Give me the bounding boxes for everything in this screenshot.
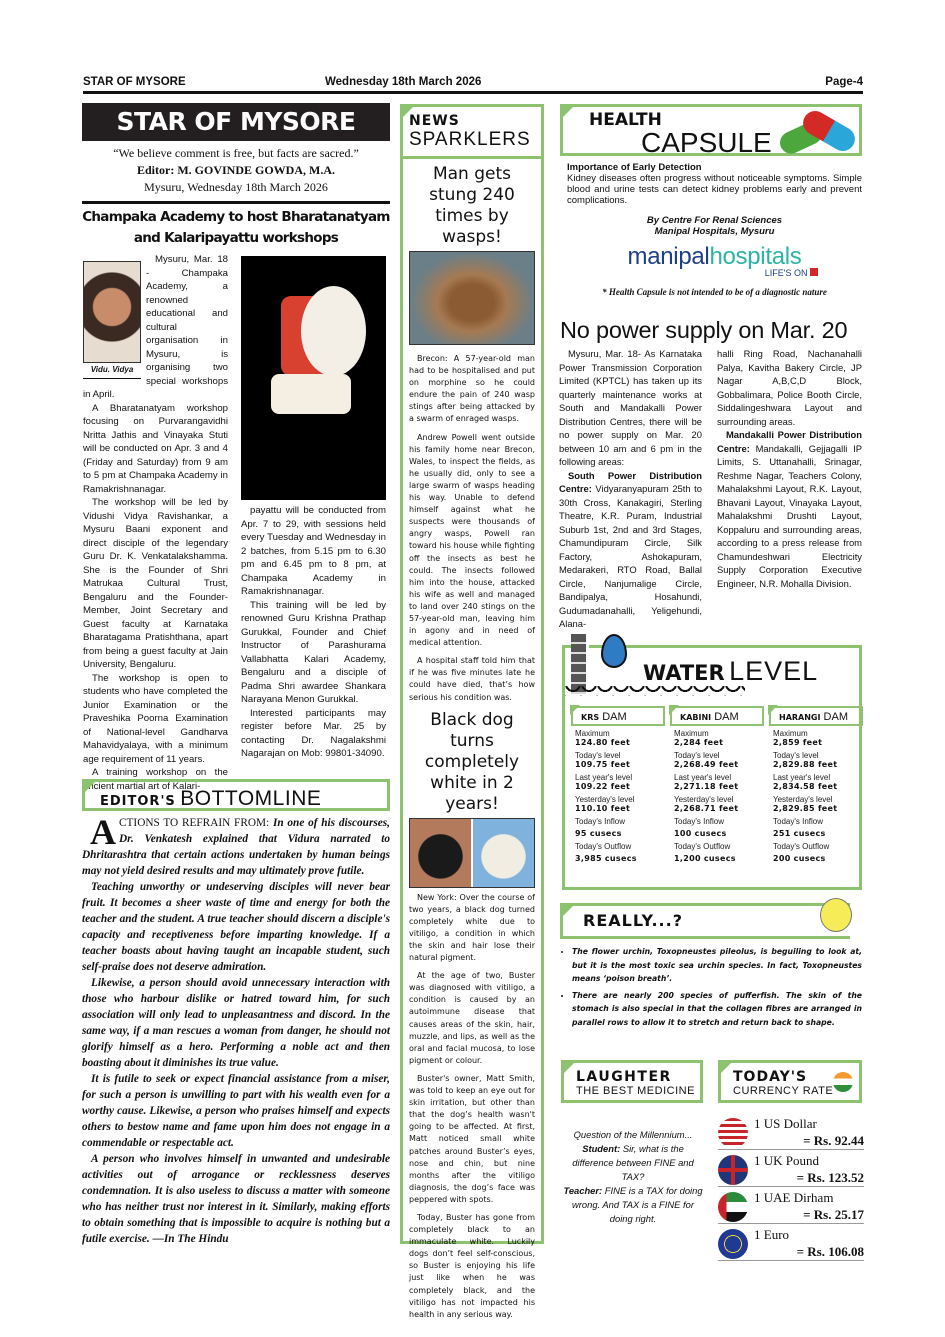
- wasp-nest-photo: [409, 251, 535, 345]
- paragraph: The workshop will be led by Vidushi Vidya Ravishankar, a Mysuru Baani exponent and direct disciple of the legendary Guru Dr. K. Venkatalakshamma. She is the Founder of Shri Matrukaa Cultural Trust, Bengaluru and the Founder-Member, Joint Secretary and Guest faculty at Karnataka Bharatagama Pratishthana, apart from being a guest faculty at Jain University, Bengaluru.: [83, 497, 228, 670]
- paragraph: Buster's owner, Matt Smith, was told to keep an eye out for skin irritation, but other than that the dog’s health wasn't going to be affected. At first, Matt noticed small white patches around Buster’s eyes, nose and chin, but nine months after the vitiligo diagnosis, the dog’s face was peppered with spots.: [409, 1073, 535, 1204]
- health-content: [567, 162, 862, 297]
- currency-row: [718, 1153, 864, 1187]
- plus-icon: [810, 268, 818, 276]
- uk-flag-icon: [718, 1155, 748, 1185]
- paragraph: Mysuru, Mar. 18 - Champaka Academy, a renowned educational and cultural organisation in Mysuru, is organising two special workshops in April.: [83, 254, 228, 400]
- dam-header: [571, 706, 665, 726]
- dam-stat-label: Today's level: [773, 751, 819, 760]
- dropcap: A: [90, 812, 116, 852]
- dog-photos: [409, 818, 535, 888]
- currency-unit: 1 US Dollar: [754, 1116, 817, 1131]
- dam-stat-label: Last year's level: [575, 773, 633, 782]
- dam-stat-label: Today's Inflow: [575, 817, 625, 826]
- dam-stat-value: 2,271.18 feet: [674, 782, 739, 791]
- really-title: REALLY...?: [583, 911, 683, 930]
- portrait-image: [83, 261, 141, 363]
- dam-stat-label: Today's Inflow: [674, 817, 724, 826]
- joke-student: Student: Sir, what is the difference between FINE and TAX?: [572, 1143, 694, 1182]
- dam-stat-value: 2,859 feet: [773, 738, 823, 747]
- dam-stat-value: 109.75 feet: [575, 760, 631, 769]
- health-subhead: Importance of Early Detection: [567, 162, 702, 173]
- joke-teacher: Teacher: FINE is a TAX for doing wrong. And TAX is a FINE for doing right.: [563, 1185, 703, 1224]
- article-column-1: [83, 253, 228, 793]
- dam-stat-value: 110.10 feet: [575, 804, 631, 813]
- dam-stat-value: 251 cusecs: [773, 829, 826, 838]
- dam-name: KABINI: [680, 713, 712, 722]
- paragraph: The workshop is open to students who have completed the Junior Examination or the Praveshika Poorna Examination of National-level Gandharva Mahavidyalaya, with a minimum age requirement of 11 years.: [83, 672, 228, 765]
- currency-value: = Rs. 106.08: [796, 1244, 864, 1259]
- dam-stat-label: Maximum: [575, 729, 610, 738]
- paragraph: Brecon: A 57-year-old man had to be hospitalised and put on morphine so he could endure the pain of 240 wasp stings after being attacked by a swarm of enraged wasps.: [409, 354, 535, 424]
- paragraph: Today, Buster has gone from completely black to an immaculate white. Luckily dogs don’t feel self-conscious, so Buster is enjoying his life just like when he was completely black, and the vitiligo has not impacted his health in any serious way.: [409, 1212, 535, 1319]
- laughter-subtitle: THE BEST MEDICINE: [576, 1085, 695, 1097]
- currency-header: [718, 1060, 862, 1103]
- currency-title: TODAY'S: [733, 1069, 808, 1085]
- issue-date: Wednesday 18th March 2026: [325, 76, 482, 88]
- paragraph: New York: Over the course of two years, a black dog turned completely white due to vitiligo, a condition in which the skin and hair lose their natural pigment.: [409, 892, 535, 963]
- news-sparklers: [400, 104, 544, 1319]
- dam-table: [571, 706, 861, 886]
- currency-row: [718, 1227, 864, 1261]
- dam-stat-value: 1,200 cusecs: [674, 854, 736, 863]
- article-headline: Champaka Academy to host Bharatanatyam and Kalaripayattu workshops: [82, 209, 390, 246]
- dam-kabini: [670, 706, 764, 864]
- dam-suffix: DAM: [714, 711, 739, 723]
- health-capsule-header: [560, 104, 862, 156]
- paragraph: Mysuru, Mar. 18- As Karnataka Power Transmission Corporation Limited (KPTCL) has taken up its quarterly maintenance works at South and Mandakalli Power Distribution Centres, there will be no power supply on Mar. 20 between 10 am and 6 pm in the following areas:: [559, 348, 702, 467]
- health-byline-1: By Centre For Renal Sciences: [646, 215, 783, 226]
- paragraph: Mandakalli Power Distribution Centre: Mandakalli, Gejjagalli IP Limits, S. Uttanahalli, Srinagar, Reshme Nagar, Teachers Colony, Mahalakshmi Layout, R.K. Layout, Bhavani Layout, Vinayaka Layout, Mahalakshmi Drushti Layout, Koppaluru and surrounding areas, according to a press release from Chamundeshwari Electricity Supply Corporation Executive Engineer, N.R. Mohalla Division.: [717, 429, 862, 589]
- uae-flag-icon: [718, 1192, 748, 1222]
- dam-krs: [571, 706, 665, 864]
- white-dog-photo: [471, 819, 534, 887]
- currency-row: [718, 1190, 864, 1224]
- dam-stat-value: 2,268.49 feet: [674, 760, 739, 769]
- dam-stat-label: Today's level: [674, 751, 720, 760]
- dam-stat-value: 3,985 cusecs: [575, 854, 637, 863]
- currency-value: = Rs. 123.52: [796, 1170, 864, 1185]
- dam-suffix: DAM: [823, 711, 848, 723]
- health-title-big: CAPSULE: [641, 127, 772, 158]
- paragraph: A hospital staff told him that if he was five minutes late he could have died, that’s how serious his condition was.: [409, 656, 535, 702]
- sparklers-title-small: NEWS: [409, 113, 460, 129]
- dam-stat-label: Today's Outflow: [575, 842, 632, 851]
- really-header: [560, 903, 850, 939]
- photo-caption: Vidu. Vidya: [90, 365, 134, 374]
- dam-stat-label: Maximum: [773, 729, 808, 738]
- dam-stat-label: Today's Outflow: [674, 842, 731, 851]
- dam-stat-value: 95 cusecs: [575, 829, 622, 838]
- dam-stat-value: 2,268.71 feet: [674, 804, 739, 813]
- health-disclaimer: * Health Capsule is not intended to be of a diagnostic nature: [602, 287, 827, 297]
- dam-stat-value: 2,834.58 feet: [773, 782, 838, 791]
- motto: “We believe comment is free, but facts are sacred.”: [113, 146, 359, 160]
- logo-part-2: hospitals: [709, 243, 802, 270]
- bottomline-header: [82, 779, 390, 811]
- dam-stat-label: Last year's level: [674, 773, 732, 782]
- currency-row: [718, 1116, 864, 1150]
- paragraph: payattu will be conducted from Apr. 7 to 29, with sessions held every Tuesday and Wednesday in 2 batches, from 5.15 pm to 6.30 pm and 6.45 pm to 8 pm, at Champaka Academy in Ramakrishnanagar.: [241, 505, 386, 597]
- manipal-logo: [567, 243, 862, 271]
- sparklers-title-big: SPARKLERS: [409, 129, 531, 150]
- dam-header: [670, 706, 764, 726]
- dam-stat-label: Today's Inflow: [773, 817, 823, 826]
- water-drop-icon: [601, 634, 627, 668]
- laughter-header: [561, 1060, 703, 1103]
- paragraph: A person who involves himself in unwanted and undesirable activities out of arrogance or recklessness deserves condemnation. It is also useless to discuss a matter with someone who has neither trust nor interest in it. Similarly, making efforts to obtain something that is impossible to acquire is nothing but a futile exercise. —In The Hindu: [82, 1153, 390, 1245]
- paragraph: Teaching unworthy or undeserving disciples will never bear fruit. It becomes a sheer waste of time and energy for both the teacher and the student. A true teacher should discern a disciple's capacity and receptiveness before imparting knowledge. If a teacher boasts about having taught an incapable student, such self-praise does not deserve admiration.: [82, 881, 390, 973]
- sparklers-header: [403, 107, 541, 159]
- dam-name: HARANGI: [779, 713, 821, 722]
- masthead: [82, 103, 390, 203]
- paragraph: At the age of two, Buster was diagnosed with vitiligo, a condition is caused by an autoimmune disease that causes areas of the skin, hair, muzzle, and lips, as well as the oral and facial mucosa, to lose pigment or colour.: [409, 971, 535, 1065]
- list-item: • There are nearly 200 species of pufferfish. The skin of the stomach is also special in that the collagen fibres are arranged in parallel rows to allow it to stretch and return back to shape.: [572, 989, 862, 1030]
- logo-tagline: LIFE'S ON: [764, 268, 808, 278]
- joke: [563, 1128, 703, 1226]
- bulb-mascot-icon: [820, 898, 852, 932]
- india-flag-icon: [833, 1072, 853, 1092]
- paragraph: South Power Distribution Centre: Vidyaranyapuram 25th to 30th Cross, Kanakagiri, Sterling Theatre, K.R. Puram, Industrial Suburb 1st, 2nd and 3rd Stages, Chamundipuram Circle, Silk Factory, Ashokapuram, Medarakeri, RTO Road, Ballal Circle, Nanjumalige Circle, Bandipalya, Hosahundi, Gudumadanahalli, Yeligehundi, Alana-: [559, 469, 702, 629]
- health-byline-2: Manipal Hospitals, Mysuru: [654, 226, 775, 237]
- currency-value: = Rs. 92.44: [803, 1133, 864, 1148]
- laughter-title: LAUGHTER: [576, 1069, 672, 1085]
- dam-stat-label: Maximum: [674, 729, 709, 738]
- power-headline: No power supply on Mar. 20: [560, 317, 848, 343]
- gauge-icon: [571, 634, 589, 694]
- currency-subtitle: CURRENCY RATE: [733, 1085, 834, 1097]
- paragraph: Andrew Powell went outside his family home near Brecon, Wales, to inspect the fields, as he usually did, only to see a large swarm of wasps heading his way. Unable to defend himself against what he suspects were thousands of angry wasps, Powell ran toward his house while fighting off the insects as best he could. The insects followed him into the house, attacked his wife as well and managed to land over 240 stings on the 57-year-old man, leaving him in agony and in need of medical attention.: [409, 432, 535, 648]
- paragraph: In one of his discourses, Dr. Venkatesh explained that Vidura narrated to Dhritarashtra that certain actions undertaken by human beings may not yield desired results and may ultimately prove futile.: [82, 817, 390, 877]
- author-photo: [83, 261, 141, 379]
- joke-intro: Question of the Millennium...: [573, 1129, 693, 1140]
- dam-stat-value: 124.80 feet: [575, 738, 631, 747]
- black-dog-photo: [410, 819, 471, 887]
- dam-header: [769, 706, 863, 726]
- capsule-icon: [779, 113, 857, 153]
- dam-stat-label: Today's Outflow: [773, 842, 830, 851]
- health-title-small: HEALTH: [589, 110, 662, 130]
- lead-in: CTIONS TO REFRAIN FROM:: [119, 817, 270, 829]
- article-column-2: [241, 256, 386, 761]
- water-level-box: [562, 645, 862, 890]
- dam-stat-value: 100 cusecs: [674, 829, 727, 838]
- page-header: [83, 76, 863, 94]
- currency-unit: 1 UK Pound: [754, 1153, 820, 1168]
- paragraph: This training will be led by renowned Guru Krishna Prathap Gurukkal, Founder and Chief Instructor of Parashurama Vallabhatta Kalari Academy, Bengaluru and a disciple of Padma Shri awardee Shankara Narayana Menon Gurukkal.: [241, 599, 386, 705]
- dateline: Mysuru, Wednesday 18th March 2026: [144, 180, 328, 194]
- power-column-1: [559, 347, 702, 631]
- dam-stat-label: Last year's level: [773, 773, 831, 782]
- paragraph: A training workshop on the ancient martial art of Kalari-: [83, 767, 228, 792]
- dam-stat-label: Today's level: [575, 751, 621, 760]
- list-item: • The flower urchin, Toxopneustes pileolus, is beguiling to look at, but it is the most toxic sea urchin species. In fact, Toxopneustes means ‘poison breath’.: [572, 945, 862, 986]
- paragraph: Interested participants may register before Mar. 25 by contacting Dr. Nagalakshmi Nagarajan on Mob: 99801-34090.: [241, 707, 386, 759]
- dam-stat-value: 2,829.85 feet: [773, 804, 838, 813]
- health-text: Kidney diseases often progress without noticeable symptoms. Simple blood and urine tests can detect kidney problems early and prevent complications.: [567, 173, 862, 206]
- really-list: [572, 945, 862, 1029]
- paragraph: halli Ring Road, Nachanahalli Palya, Kavitha Bakery Circle, JP Nagar A,B,C,D Block, Gobbalimara, Police Booth Circle, Siddalingeshwara Layout and surrounding areas.: [717, 348, 862, 427]
- masthead-rule: [82, 201, 390, 204]
- dam-suffix: DAM: [602, 711, 627, 723]
- dam-stat-label: Yesterday's level: [773, 795, 833, 804]
- dam-stat-value: 2,284 feet: [674, 738, 724, 747]
- eu-flag-icon: [718, 1229, 748, 1259]
- water-title-bold: WATER: [643, 661, 725, 685]
- dam-stat-value: 2,829.88 feet: [773, 760, 838, 769]
- story-headline: Black dog turns completely white in 2 years!: [424, 709, 520, 814]
- masthead-title: STAR OF MYSORE: [82, 103, 390, 141]
- editor: Editor: M. GOVINDE GOWDA, M.A.: [137, 163, 335, 177]
- currency-unit: 1 UAE Dirham: [754, 1190, 834, 1205]
- dam-stat-value: 200 cusecs: [773, 854, 826, 863]
- kalaripayattu-photo: [241, 256, 386, 500]
- paragraph: Likewise, a person should avoid unnecessary interaction with those who harbour dislike or hatred toward him, for such association will only lead to unpleasantness and discord. In the same way, if a man rescues a woman from danger, he should not glorify himself as a hero. Performing a noble act and then boasting about it diminishes its true value.: [82, 977, 390, 1069]
- water-title-light: LEVEL: [729, 656, 819, 686]
- paper-name: STAR OF MYSORE: [83, 76, 186, 88]
- dam-stat-label: Yesterday's level: [674, 795, 734, 804]
- dam-stat-value: 109.22 feet: [575, 782, 631, 791]
- paragraph: It is futile to seek or expect financial assistance from a miser, for such a person is unwilling to part with his wealth even for a worthy cause. Likewise, a person who praises himself and expects others to bestow name and fame upon him does not engage in a commendable or respectable act.: [82, 1073, 390, 1149]
- currency-value: = Rs. 25.17: [803, 1207, 864, 1222]
- story-headline: Man gets stung 240 times by wasps!: [429, 164, 515, 247]
- us-flag-icon: [718, 1118, 748, 1148]
- page-number: Page-4: [825, 76, 863, 88]
- power-column-2: [717, 347, 862, 590]
- dam-harangi: [769, 706, 863, 864]
- logo-part-1: manipal: [627, 243, 710, 270]
- currency-rates: [718, 1116, 864, 1259]
- bottomline-text: [82, 812, 390, 1247]
- paragraph: A Bharatanatyam workshop focusing on Purvarangavidhi Nritta Jathis and Vinayaka Stuti will be conducted on Apr. 3 and 4 (Friday and Saturday) from 9 am to 5 pm at Champaka Academy in Ramakrishnanagar.: [83, 402, 228, 495]
- dam-name: KRS: [581, 713, 600, 722]
- wave-icon: [565, 686, 745, 696]
- bottomline-title-small: EDITOR'S: [100, 794, 176, 809]
- currency-unit: 1 Euro: [754, 1227, 790, 1242]
- dam-stat-label: Yesterday's level: [575, 795, 635, 804]
- bottomline-title-big: BOTTOMLINE: [180, 787, 322, 810]
